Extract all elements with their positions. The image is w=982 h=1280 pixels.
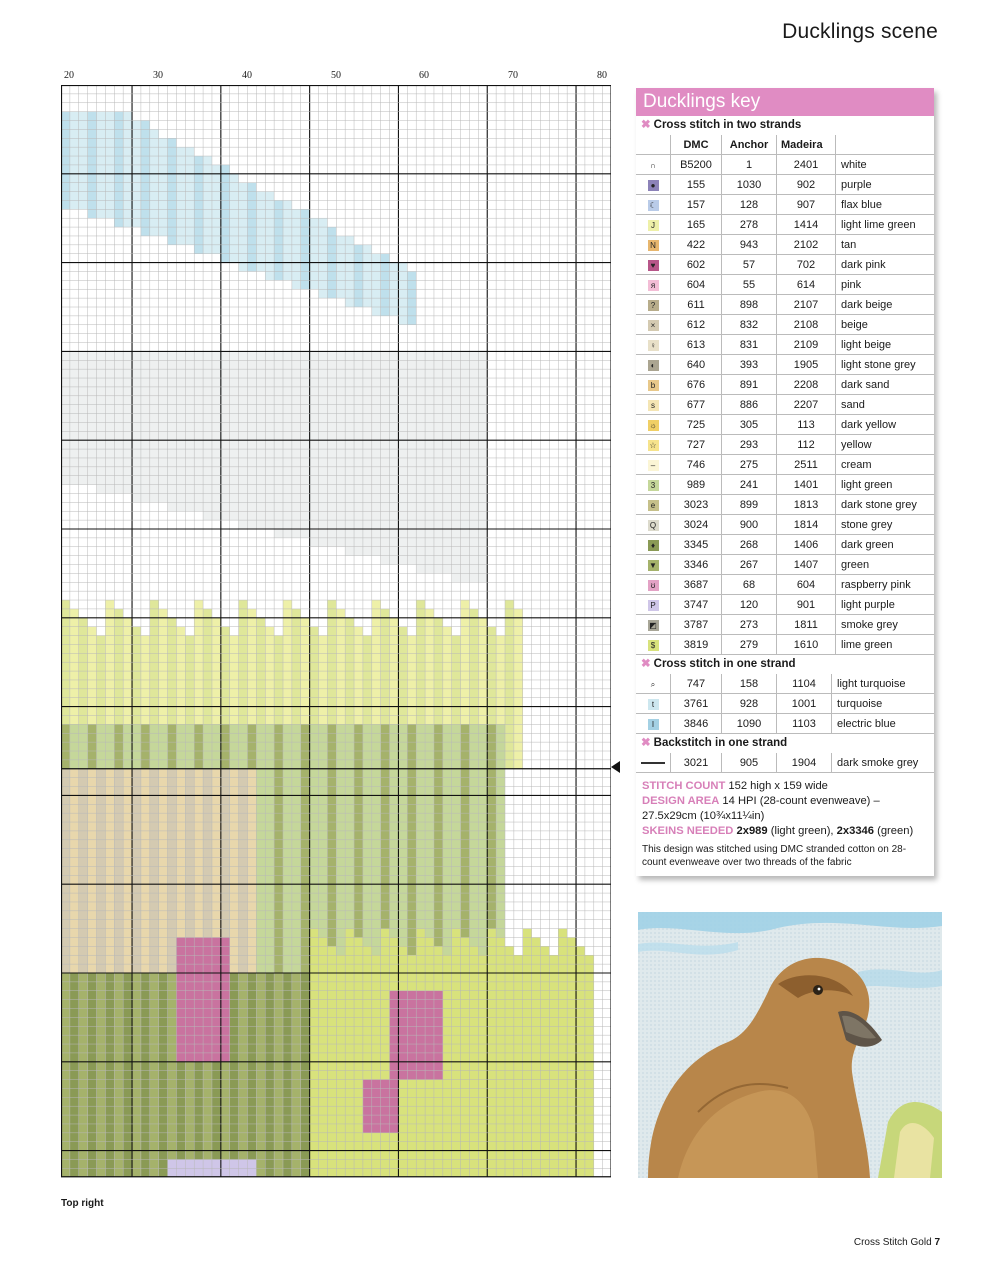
cell-name: smoke grey [836, 615, 935, 635]
cell-name: beige [836, 315, 935, 335]
symbol-swatch: J [648, 220, 659, 231]
cell-dmc: 612 [671, 315, 722, 335]
cell-name: green [836, 555, 935, 575]
cell-madeira: 1813 [777, 495, 836, 515]
symbol-swatch: ⌕ [648, 679, 659, 690]
cell-anchor: 68 [722, 575, 777, 595]
cell-anchor: 128 [722, 195, 777, 215]
key-row [636, 575, 934, 595]
cell-name: tan [836, 235, 935, 255]
cell-madeira: 1814 [777, 515, 836, 535]
cell-anchor: 1030 [722, 175, 777, 195]
column-label: 50 [331, 70, 341, 81]
page-title: Ducklings scene [782, 20, 938, 43]
cell-dmc: 3761 [671, 694, 722, 714]
key-row [636, 295, 934, 315]
cell-anchor: 158 [722, 674, 777, 694]
backstitch-line-icon [641, 762, 665, 764]
column-label: 40 [242, 70, 252, 81]
key-row [636, 255, 934, 275]
cell-dmc: 611 [671, 295, 722, 315]
cell-madeira: 1406 [777, 535, 836, 555]
cell-name: cream [836, 455, 935, 475]
cell-anchor: 898 [722, 295, 777, 315]
key-row [636, 555, 934, 575]
cell-madeira: 1407 [777, 555, 836, 575]
cell-anchor: 900 [722, 515, 777, 535]
key-row [636, 275, 934, 295]
cell-name: dark yellow [836, 415, 935, 435]
symbol-swatch: ● [648, 180, 659, 191]
cell-name: flax blue [836, 195, 935, 215]
key-row [636, 395, 934, 415]
key-row [636, 435, 934, 455]
cell-dmc: 640 [671, 355, 722, 375]
symbol-swatch: ◐ [648, 360, 659, 371]
symbol-swatch: ? [648, 300, 659, 311]
duckling-illustration [638, 912, 942, 1178]
stitch-count: STITCH COUNT 152 high x 159 wide [642, 780, 828, 792]
cell-name: yellow [836, 435, 935, 455]
key-row [636, 615, 934, 635]
cell-dmc: 165 [671, 215, 722, 235]
stitch-info [636, 773, 934, 839]
cell-anchor: 267 [722, 555, 777, 575]
cell-name: purple [836, 175, 935, 195]
key-row [636, 475, 934, 495]
cell-name: dark smoke grey [832, 753, 935, 773]
key-row [636, 215, 934, 235]
key-table-two-strands [636, 135, 934, 655]
key-row [636, 415, 934, 435]
cell-anchor: 275 [722, 455, 777, 475]
symbol-swatch: ☼ [649, 420, 657, 430]
cell-anchor: 268 [722, 535, 777, 555]
cell-madeira: 1610 [777, 635, 836, 655]
cell-madeira: 2401 [777, 155, 836, 175]
cell-dmc: 3346 [671, 555, 722, 575]
cell-madeira: 1414 [777, 215, 836, 235]
key-row [636, 315, 934, 335]
cell-name: dark green [836, 535, 935, 555]
center-marker-icon [611, 761, 620, 773]
cell-anchor: 886 [722, 395, 777, 415]
cell-madeira: 604 [777, 575, 836, 595]
symbol-swatch: s [648, 400, 659, 411]
cell-anchor: 393 [722, 355, 777, 375]
cell-madeira: 2109 [777, 335, 836, 355]
column-label: 30 [153, 70, 163, 81]
cell-name: stone grey [836, 515, 935, 535]
cell-madeira: 1103 [777, 714, 832, 734]
symbol-swatch: e [648, 500, 659, 511]
cell-madeira: 113 [777, 415, 836, 435]
section-title-backstitch: ✖ Backstitch in one strand [641, 737, 788, 749]
cell-dmc: 3747 [671, 595, 722, 615]
cell-dmc: 155 [671, 175, 722, 195]
cell-anchor: 293 [722, 435, 777, 455]
cell-madeira: 702 [777, 255, 836, 275]
column-label: 60 [419, 70, 429, 81]
symbol-swatch: 3 [648, 480, 659, 491]
skeins-needed: SKEINS NEEDED 2x989 (light green), 2x3346 (green) [642, 825, 914, 837]
symbol-swatch: ☆ [649, 440, 657, 450]
symbol-swatch: t [648, 699, 659, 710]
stitch-chart [61, 85, 611, 1180]
cell-dmc: 3819 [671, 635, 722, 655]
key-row [636, 375, 934, 395]
cell-anchor: 305 [722, 415, 777, 435]
cell-name: turquoise [832, 694, 935, 714]
symbol-swatch: ʊ [648, 580, 659, 591]
column-label: 70 [508, 70, 518, 81]
key-row [636, 335, 934, 355]
design-area: DESIGN AREA 14 HPI (28-count evenweave) – 27.5x29cm (10¾x11¼in) [642, 795, 880, 822]
cell-dmc: 727 [671, 435, 722, 455]
cell-madeira: 2207 [777, 395, 836, 415]
cell-anchor: 832 [722, 315, 777, 335]
page-footer [854, 1237, 940, 1248]
cell-name: electric blue [832, 714, 935, 734]
cell-anchor: 278 [722, 215, 777, 235]
symbol-swatch: ◩ [649, 620, 657, 630]
cell-name: white [836, 155, 935, 175]
header-anchor: Anchor [722, 135, 777, 155]
cell-madeira: 2102 [777, 235, 836, 255]
key-row [636, 195, 934, 215]
cell-anchor: 899 [722, 495, 777, 515]
magazine-name: Cross Stitch Gold [853, 1237, 932, 1248]
table-header-row [636, 135, 934, 155]
symbol-swatch: ♀ [648, 340, 659, 351]
cell-dmc: B5200 [671, 155, 722, 175]
cell-madeira: 1811 [777, 615, 836, 635]
cell-anchor: 55 [722, 275, 777, 295]
header-madeira: Madeira [777, 135, 836, 155]
symbol-swatch: ▼ [649, 560, 657, 570]
cell-anchor: 120 [722, 595, 777, 615]
key-row [636, 455, 934, 475]
symbol-swatch: ☾ [649, 200, 657, 210]
key-row [636, 595, 934, 615]
cell-madeira: 112 [777, 435, 836, 455]
cell-madeira: 901 [777, 595, 836, 615]
cross-icon: ✖ [641, 658, 651, 670]
cell-dmc: 747 [671, 674, 722, 694]
cell-dmc: 3023 [671, 495, 722, 515]
cell-dmc: 989 [671, 475, 722, 495]
cell-dmc: 3846 [671, 714, 722, 734]
cell-dmc: 3787 [671, 615, 722, 635]
cell-anchor: 279 [722, 635, 777, 655]
cell-madeira: 1104 [777, 674, 832, 694]
header-dmc: DMC [671, 135, 722, 155]
cell-dmc: 676 [671, 375, 722, 395]
duckling-photo [638, 912, 942, 1178]
cell-anchor: 831 [722, 335, 777, 355]
symbol-swatch: I [648, 719, 659, 730]
cross-icon: ✖ [641, 737, 651, 749]
cell-dmc: 3024 [671, 515, 722, 535]
symbol-swatch: ♦ [648, 540, 659, 551]
key-row [636, 355, 934, 375]
key-row [636, 535, 934, 555]
key-table-one-strand [636, 674, 934, 734]
cell-dmc: 157 [671, 195, 722, 215]
section-title-one-strand: ✖ Cross stitch in one strand [641, 658, 796, 670]
symbol-swatch: ∩ [648, 160, 659, 171]
cell-dmc: 746 [671, 455, 722, 475]
key-row [636, 155, 934, 175]
cell-name: dark stone grey [836, 495, 935, 515]
cell-name: light green [836, 475, 935, 495]
key-row [636, 753, 934, 773]
cell-dmc: 3687 [671, 575, 722, 595]
cell-name: lime green [836, 635, 935, 655]
symbol-swatch: × [648, 320, 659, 331]
symbol-swatch: ♥ [648, 260, 659, 271]
cell-name: light stone grey [836, 355, 935, 375]
cell-anchor: 905 [722, 753, 777, 773]
cell-anchor: 241 [722, 475, 777, 495]
key-row [636, 714, 934, 734]
cell-madeira: 2107 [777, 295, 836, 315]
cell-anchor: 1 [722, 155, 777, 175]
cell-madeira: 902 [777, 175, 836, 195]
cell-madeira: 1905 [777, 355, 836, 375]
cell-madeira: 907 [777, 195, 836, 215]
cell-name: light purple [836, 595, 935, 615]
cell-dmc: 725 [671, 415, 722, 435]
cell-name: light beige [836, 335, 935, 355]
column-label: 20 [64, 70, 74, 81]
cell-name: sand [836, 395, 935, 415]
key-table-backstitch [636, 753, 934, 773]
cell-name: dark beige [836, 295, 935, 315]
cell-dmc: 3021 [671, 753, 722, 773]
symbol-swatch: N [648, 240, 659, 251]
cell-anchor: 891 [722, 375, 777, 395]
section-title-two-strands: ✖ Cross stitch in two strands [641, 119, 802, 131]
cell-name: dark sand [836, 375, 935, 395]
key-title: Ducklings key [636, 88, 934, 116]
symbol-swatch: $ [648, 640, 659, 651]
cell-madeira: 2108 [777, 315, 836, 335]
cell-madeira: 1001 [777, 694, 832, 714]
cell-madeira: 2208 [777, 375, 836, 395]
chart-caption: Top right [61, 1198, 104, 1209]
cell-name: light lime green [836, 215, 935, 235]
cell-dmc: 613 [671, 335, 722, 355]
symbol-swatch: b [648, 380, 659, 391]
cell-name: light turquoise [832, 674, 935, 694]
key-row [636, 235, 934, 255]
symbol-swatch: P [648, 600, 659, 611]
key-row [636, 495, 934, 515]
cell-madeira: 2511 [777, 455, 836, 475]
cell-dmc: 677 [671, 395, 722, 415]
cross-icon: ✖ [641, 119, 651, 131]
key-panel [636, 88, 934, 876]
column-label: 80 [597, 70, 607, 81]
cell-dmc: 3345 [671, 535, 722, 555]
cell-name: raspberry pink [836, 575, 935, 595]
symbol-swatch: Q [648, 520, 659, 531]
key-row [636, 694, 934, 714]
key-row [636, 674, 934, 694]
key-row [636, 515, 934, 535]
page-number: 7 [934, 1237, 940, 1248]
stitching-note: This design was stitched using DMC stranded cotton on 28-count evenweave over two threads of the fabric [642, 844, 907, 868]
cell-madeira: 614 [777, 275, 836, 295]
cell-name: dark pink [836, 255, 935, 275]
symbol-swatch: я [648, 280, 659, 291]
cell-anchor: 943 [722, 235, 777, 255]
cell-name: pink [836, 275, 935, 295]
cell-madeira: 1904 [777, 753, 832, 773]
cell-anchor: 928 [722, 694, 777, 714]
cell-anchor: 57 [722, 255, 777, 275]
key-row [636, 635, 934, 655]
cell-anchor: 1090 [722, 714, 777, 734]
symbol-swatch: – [648, 460, 659, 471]
cell-anchor: 273 [722, 615, 777, 635]
cell-madeira: 1401 [777, 475, 836, 495]
cell-dmc: 422 [671, 235, 722, 255]
cell-dmc: 602 [671, 255, 722, 275]
key-row [636, 175, 934, 195]
cell-dmc: 604 [671, 275, 722, 295]
